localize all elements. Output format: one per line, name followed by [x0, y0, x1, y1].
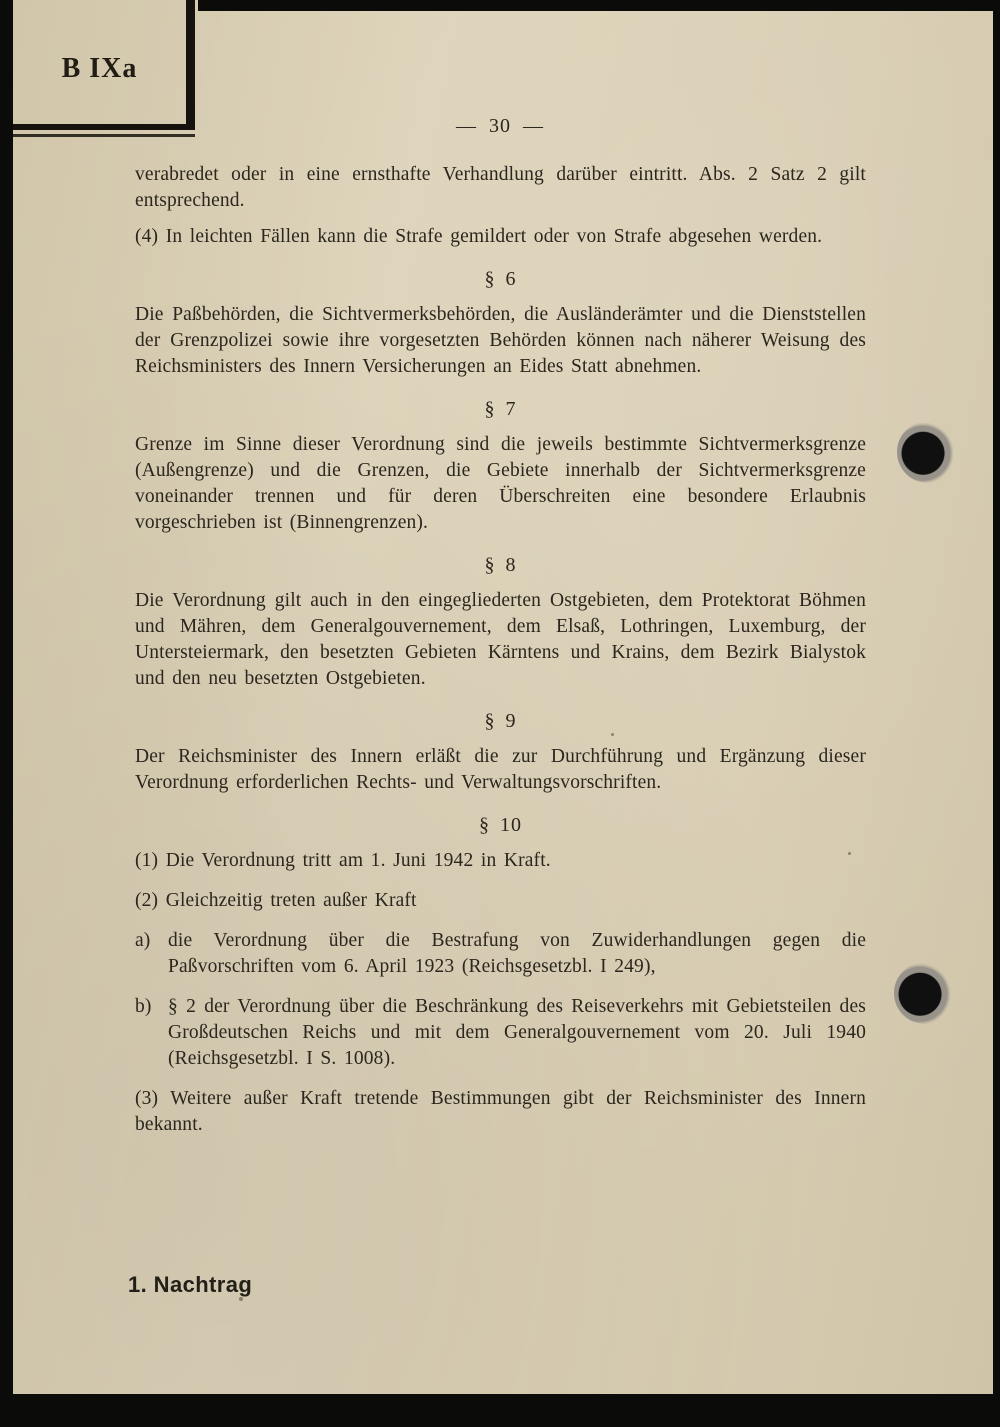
list-item-marker: b): [135, 996, 152, 1017]
paragraph: Die Verordnung gilt auch in den eingegliederten Ostgebieten, dem Protektorat Böhmen und Mähren, dem Generalgouvernement, dem Elsaß, Lothringen, Luxemburg, der Untersteiermark, den besetzten Gebieten Kärntens und Krains, dem Bezirk Bialystok und den neu besetzten Ostgebieten.: [135, 590, 866, 689]
section-heading: § 6: [484, 268, 517, 290]
section-heading: § 10: [479, 814, 522, 836]
paragraph: (3) Weitere außer Kraft tretende Bestimmungen gibt der Reichsminister des Innern bekannt.: [135, 1088, 866, 1135]
page-number: — 30 —: [456, 115, 544, 137]
punch-hole-icon: [897, 421, 959, 483]
list-item: [135, 994, 866, 1072]
paragraph-continuation: verabredet oder in eine ernsthafte Verhandlung darüber eintritt. Abs. 2 Satz 2 gilt entsprechend.: [135, 164, 866, 211]
section-heading: § 8: [484, 554, 517, 576]
scan-speck: [239, 1297, 243, 1301]
supplement-label: 1. Nachtrag: [128, 1272, 253, 1297]
paragraph: Der Reichsminister des Innern erläßt die zur Durchführung und Ergänzung dieser Verordnung erforderlichen Rechts- und Verwaltungsvorschriften.: [135, 746, 866, 793]
list-item: [135, 928, 866, 980]
scan-speck: [611, 733, 614, 736]
classification-label: B IXa: [61, 53, 138, 84]
paragraph: (4) In leichten Fällen kann die Strafe gemildert oder von Strafe abgesehen werden.: [135, 226, 823, 247]
list-item-text: § 2 der Verordnung über die Beschränkung des Reiseverkehrs mit Gebietsteilen des Großdeutschen Reichs und mit dem Generalgouvernement vom 20. Juli 1940 (Reichsgesetzbl. I S. 1008).: [168, 996, 866, 1069]
paragraph: (1) Die Verordnung tritt am 1. Juni 1942 in Kraft.: [135, 850, 551, 871]
paragraph: (2) Gleichzeitig treten außer Kraft: [135, 890, 417, 911]
list-item-text: die Verordnung über die Bestrafung von Zuwiderhandlungen gegen die Paßvorschriften vom 6. April 1923 (Reichsgesetzbl. I 249),: [168, 930, 866, 977]
classification-box: [13, 0, 195, 130]
document-body: [135, 162, 866, 1152]
section-heading: § 9: [484, 710, 517, 732]
punch-hole-icon: [894, 962, 956, 1024]
section-heading: § 7: [484, 398, 517, 420]
list-item-marker: a): [135, 930, 151, 951]
paragraph: Grenze im Sinne dieser Verordnung sind die jeweils bestimmte Sichtvermerksgrenze (Außengrenze) und die Grenzen, die Gebiete innerhalb der Sichtvermerksgrenze voneinander trennen und für deren Überschreiten eine besondere Erlaubnis vorgeschrieben ist (Binnengrenzen).: [135, 434, 866, 533]
scan-speck: [848, 852, 851, 855]
scan-edge-top: [198, 0, 1000, 11]
paragraph: Die Paßbehörden, die Sichtvermerksbehörden, die Ausländerämter und die Dienststellen der Grenzpolizei sowie ihre vorgesetzten Behörden können nach näherer Weisung des Reichsministers des Innern Versicherungen an Eides Statt abnehmen.: [135, 304, 866, 377]
